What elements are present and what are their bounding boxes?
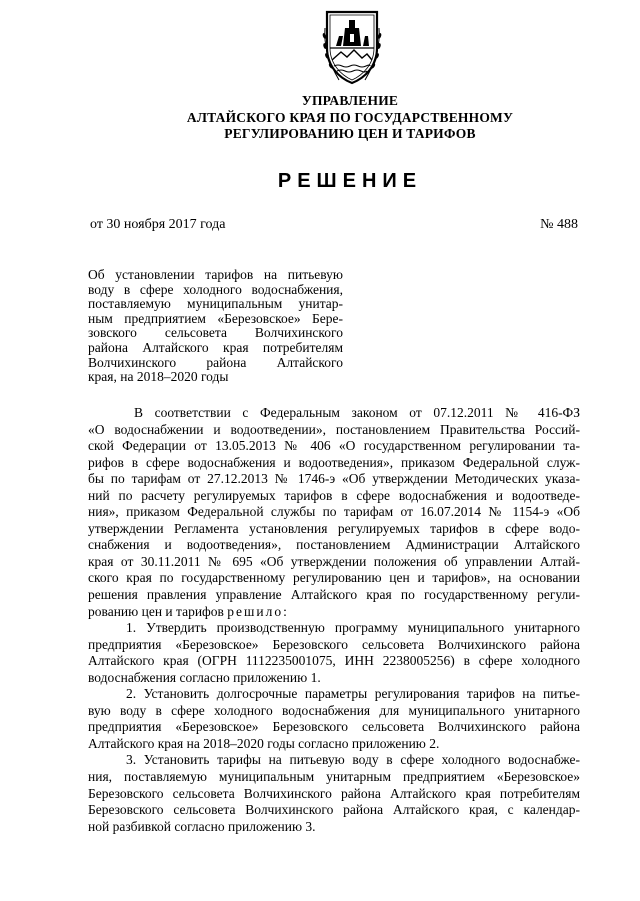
item-2-line: предприятия «Березовское» Березовского сельсовета Волчихинского района — [88, 719, 580, 735]
resolved-word: решило — [227, 603, 284, 619]
altai-krai-coat-of-arms-icon — [321, 8, 383, 86]
document-body — [88, 405, 580, 835]
subject-line: района Алтайского края потребителям — [88, 339, 343, 355]
document-number: № 488 — [540, 217, 578, 232]
item-3-line: ной разбивкой согласно приложению 3. — [88, 818, 316, 834]
preamble-line: В соответствии с Федеральным законом от 07.12.2011 № 416-ФЗ — [134, 405, 580, 420]
preamble-last-prefix: рованию цен и тарифов — [88, 603, 228, 619]
item-3-line: ния, поставляемую муниципальным унитарным предприятием «Березовское» — [88, 769, 580, 785]
item-3-line: Березовского сельсовета Волчихинского района Алтайского края потребителям — [88, 785, 580, 801]
item-2-line: вую воду в сфере холодного водоснабжения для муниципального унитарного — [88, 702, 580, 718]
preamble-last-suffix: : — [283, 603, 287, 619]
subject-line: зовского сельсовета Волчихинского — [88, 325, 343, 341]
document-date: от 30 ноября 2017 года — [90, 217, 226, 232]
preamble-line: ния», приказом Федеральной службы по тарифам от 16.07.2014 № 1154-э «Об — [88, 504, 580, 520]
preamble-line: бы по тарифам от 27.12.2013 № 1746-э «Об утверждении Методических указа- — [88, 471, 580, 487]
preamble-last-line — [88, 604, 580, 621]
preamble-line: края от 30.11.2011 № 695 «Об утверждении положения об управлении Алтай- — [88, 553, 580, 569]
preamble-line: рифов в сфере водоснабжения и водоотведения», приказом Федеральной служ- — [88, 454, 580, 470]
organization-title — [100, 93, 600, 143]
subject-line: Об установлении тарифов на питьевую — [88, 267, 343, 282]
preamble-line: ний по расчету регулируемых тарифов в сфере водоснабжения и водоотведе- — [88, 487, 580, 503]
item-1-line: предприятия «Березовское» Березовского сельсовета Волчихинского района — [88, 636, 580, 652]
item-3-line: Березовского сельсовета Волчихинского района Алтайского края, с календар- — [88, 802, 580, 818]
org-title-line-3: РЕГУЛИРОВАНИЮ ЦЕН И ТАРИФОВ — [224, 126, 476, 141]
item-2-line: 2. Установить долгосрочные параметры регулирования тарифов на питье- — [126, 686, 580, 702]
subject-line: Волчихинского района Алтайского — [88, 354, 343, 370]
preamble-line: «О водоснабжении и водоотведении», постановлением Правительства Россий- — [88, 421, 580, 437]
item-3-line: 3. Установить тарифы на питьевую воду в сфере холодного водоснабже- — [126, 752, 580, 768]
preamble-line: решения правления управление Алтайского края по государственному регули- — [88, 587, 580, 603]
document-type-heading: РЕШЕНИЕ — [277, 170, 423, 192]
subject-line: ным предприятием «Березовское» Бере- — [88, 310, 343, 326]
subject-line: края, на 2018–2020 годы — [88, 369, 229, 385]
org-title-line-2: АЛТАЙСКОГО КРАЯ ПО ГОСУДАРСТВЕННОМУ — [186, 109, 514, 125]
document-subject — [88, 268, 343, 385]
preamble-line: утверждении Регламента установления регулируемых тарифов в сфере водо- — [88, 520, 580, 536]
preamble-line: снабжения и водоотведения», постановлением Администрации Алтайского — [88, 537, 580, 553]
subject-line: поставляемую муниципальным унитар- — [88, 296, 343, 312]
item-1-line: 1. Утвердить производственную программу муниципального унитарного — [126, 620, 580, 636]
item-2-line: Алтайского края на 2018–2020 годы согласно приложению 2. — [88, 735, 440, 751]
preamble-line: ской Федерации от 13.05.2013 № 406 «О государственном регулировании та- — [88, 438, 580, 454]
item-1-line: Алтайского края (ОГРН 1112235001075, ИНН 2238005256) в сфере холодного — [88, 653, 580, 669]
item-1-line: водоснабжения согласно приложению 1. — [88, 669, 321, 685]
org-title-line-1: УПРАВЛЕНИЕ — [301, 93, 399, 108]
subject-line: воду в сфере холодного водоснабжения, — [88, 281, 343, 297]
preamble-line: ского края по государственному регулированию цен и тарифов», на основании — [88, 570, 580, 586]
